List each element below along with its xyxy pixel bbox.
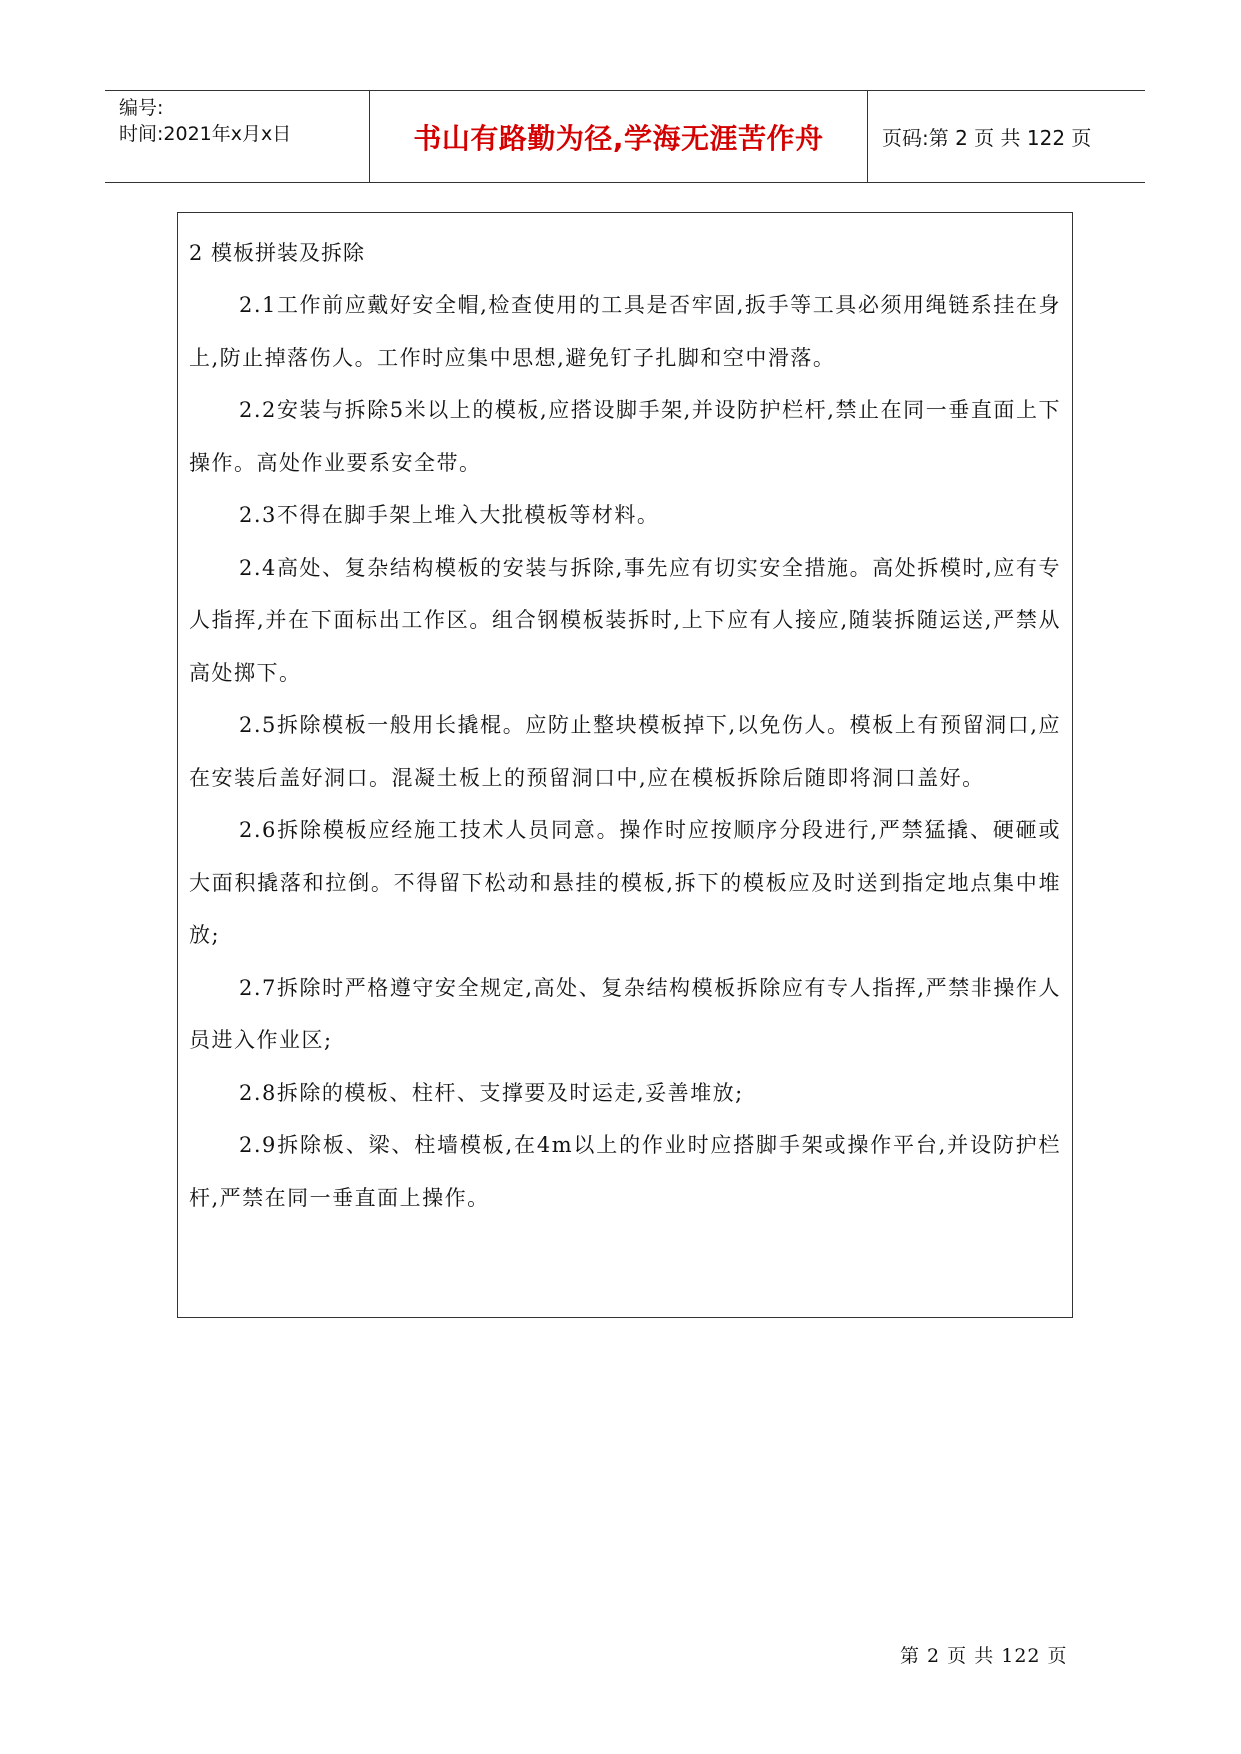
section-title: 2 模板拼装及拆除 <box>189 241 366 265</box>
paragraph-2-1: 2.1工作前应戴好安全帽,检查使用的工具是否牢固,扳手等工具必须用绳链系挂在身上,防止掉落伤人。工作时应集中思想,避免钉子扎脚和空中滑落。 <box>189 293 1061 370</box>
header-meta-cell <box>105 91 370 182</box>
page-footer: 第 2 页 共 122 页 <box>900 1645 1068 1667</box>
paragraph-2-7: 2.7拆除时严格遵守安全规定,高处、复杂结构模板拆除应有专人指挥,严禁非操作人员进入作业区; <box>189 975 1061 1052</box>
paragraph-2-4: 2.4高处、复杂结构模板的安装与拆除,事先应有切实安全措施。高处拆模时,应有专人指挥,并在下面标出工作区。组合钢模板装拆时,上下应有人接应,随装拆随运送,严禁从高处掷下。 <box>189 555 1061 685</box>
paragraph-2-5: 2.5拆除模板一般用长撬棍。应防止整块模板掉下,以免伤人。模板上有预留洞口,应在安装后盖好洞口。混凝土板上的预留洞口中,应在模板拆除后随即将洞口盖好。 <box>189 713 1061 790</box>
header-page-cell <box>868 91 1145 182</box>
document-header <box>105 90 1145 183</box>
time-label: 时间:2021年x月x日 <box>119 123 292 145</box>
motto-text: 书山有路勤为径,学海无涯苦作舟 <box>413 121 824 155</box>
number-label: 编号: <box>119 97 164 119</box>
paragraph-2-3: 2.3不得在脚手架上堆入大批模板等材料。 <box>239 503 660 527</box>
paragraph-2-2: 2.2安装与拆除5米以上的模板,应搭设脚手架,并设防护栏杆,禁止在同一垂直面上下操作。高处作业要系安全带。 <box>189 398 1061 475</box>
paragraph-2-8: 2.8拆除的模板、柱杆、支撑要及时运走,妥善堆放; <box>239 1080 744 1105</box>
paragraph-2-9: 2.9拆除板、梁、柱墙模板,在4m以上的作业时应搭脚手架或操作平台,并设防护栏杆,严禁在同一垂直面上操作。 <box>189 1133 1061 1210</box>
header-motto-cell <box>370 91 868 182</box>
page-info: 页码:第 2 页 共 122 页 <box>882 126 1092 150</box>
paragraph-2-6: 2.6拆除模板应经施工技术人员同意。操作时应按顺序分段进行,严禁猛撬、硬砸或大面积撬落和拉倒。不得留下松动和悬挂的模板,拆下的模板应及时送到指定地点集中堆放; <box>189 818 1061 947</box>
content-box <box>177 212 1073 1318</box>
